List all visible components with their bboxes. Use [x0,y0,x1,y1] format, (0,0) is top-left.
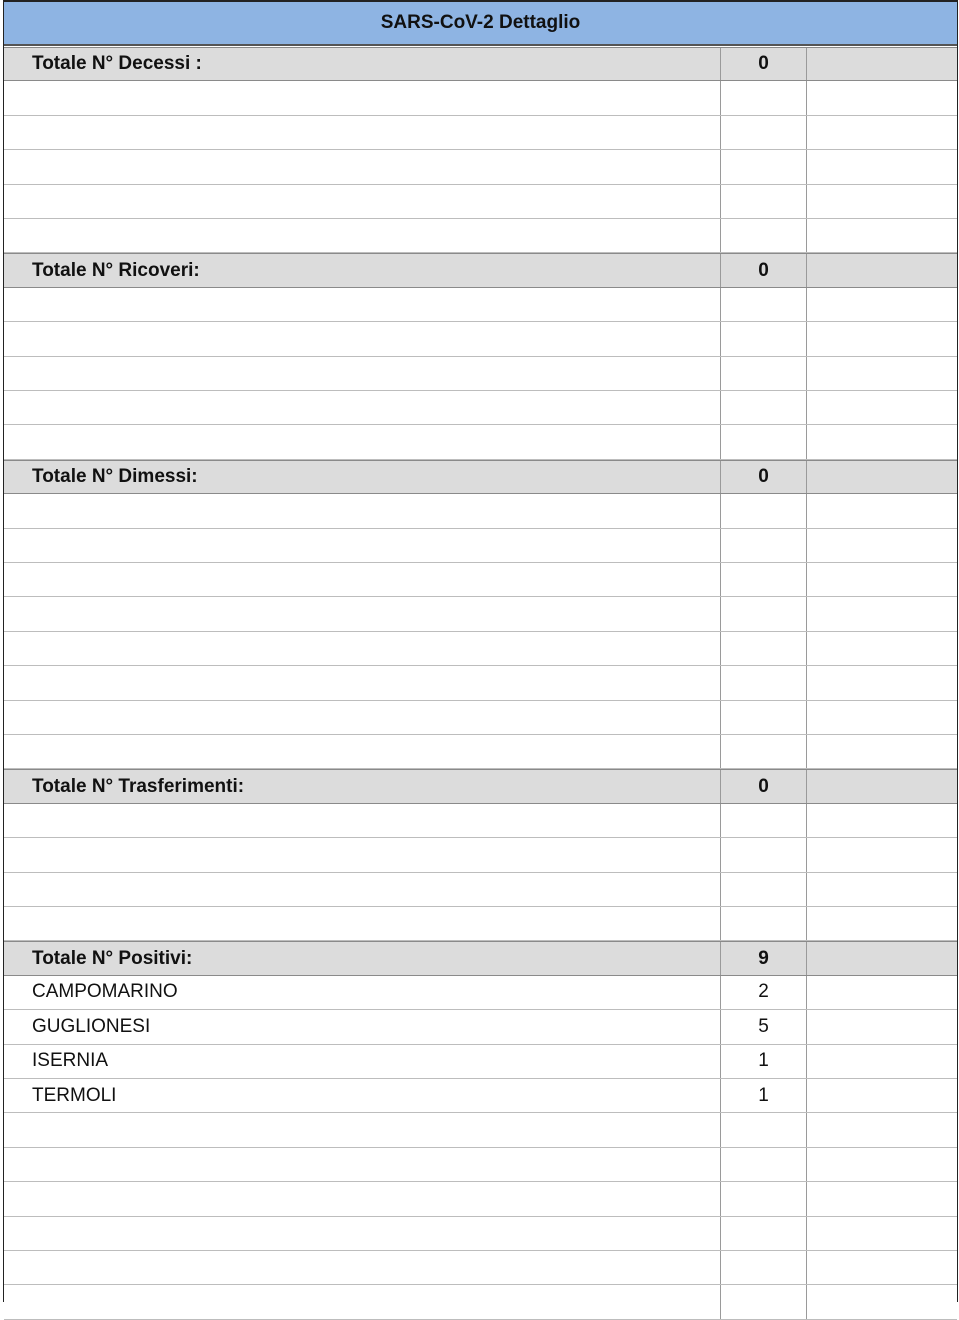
empty-row [4,804,957,838]
empty-cell [807,804,957,837]
section-header-row [4,769,957,803]
row-value [721,632,807,665]
section-total: 9 [721,942,807,974]
row-label [4,357,721,390]
empty-row [4,701,957,735]
empty-row [4,391,957,425]
spreadsheet-page [3,0,958,1302]
empty-row [4,357,957,391]
empty-row [4,322,957,356]
row-value [721,838,807,871]
empty-cell [807,976,957,1009]
row-label: CAMPOMARINO [4,976,721,1009]
empty-cell [807,666,957,699]
row-value [721,907,807,940]
empty-cell [807,873,957,906]
empty-row [4,632,957,666]
table-row [4,1045,957,1079]
row-label [4,735,721,768]
row-value [721,81,807,114]
row-label [4,1113,721,1146]
empty-cell [807,357,957,390]
empty-cell [807,461,957,493]
empty-cell [807,907,957,940]
empty-cell [807,494,957,527]
row-value [721,1285,807,1318]
row-value: 5 [721,1010,807,1043]
row-value [721,1251,807,1284]
empty-row [4,1113,957,1147]
empty-row [4,494,957,528]
empty-row [4,597,957,631]
row-value [721,701,807,734]
empty-cell [807,632,957,665]
empty-row [4,219,957,253]
section-label: Totale N° Ricoveri: [4,254,721,286]
row-value: 1 [721,1045,807,1078]
row-value [721,735,807,768]
row-label [4,288,721,321]
row-label [4,1182,721,1215]
empty-cell [807,563,957,596]
empty-row [4,185,957,219]
table-row [4,1079,957,1113]
empty-cell [807,1251,957,1284]
row-label [4,116,721,149]
row-value [721,1113,807,1146]
row-label [4,873,721,906]
row-label [4,804,721,837]
empty-row [4,1217,957,1251]
row-value [721,666,807,699]
empty-row [4,1285,957,1319]
row-label: GUGLIONESI [4,1010,721,1043]
empty-cell [807,942,957,974]
row-label [4,391,721,424]
row-value [721,288,807,321]
sheet-title: SARS-CoV-2 Dettaglio [4,0,957,46]
row-value [721,391,807,424]
empty-row [4,81,957,115]
empty-cell [807,597,957,630]
row-label [4,1251,721,1284]
row-label [4,150,721,183]
row-value [721,150,807,183]
row-label [4,494,721,527]
row-label [4,563,721,596]
empty-row [4,735,957,769]
empty-cell [807,288,957,321]
empty-cell [807,1217,957,1250]
row-value [721,563,807,596]
empty-cell [807,529,957,562]
section-label: Totale N° Decessi : [4,48,721,80]
empty-cell [807,1182,957,1215]
empty-row [4,907,957,941]
empty-cell [807,838,957,871]
empty-row [4,529,957,563]
empty-cell [807,735,957,768]
row-label [4,632,721,665]
row-label [4,81,721,114]
empty-row [4,1182,957,1216]
empty-cell [807,1045,957,1078]
table-row [4,976,957,1010]
row-value [721,322,807,355]
section-total: 0 [721,254,807,286]
row-value [721,425,807,458]
row-value [721,804,807,837]
row-label [4,907,721,940]
row-value [721,357,807,390]
row-label [4,666,721,699]
section-header-row [4,941,957,975]
section-label: Totale N° Dimessi: [4,461,721,493]
table-row [4,1010,957,1044]
empty-row [4,425,957,459]
row-value [721,185,807,218]
row-value [721,873,807,906]
empty-row [4,116,957,150]
row-label [4,219,721,252]
row-label: ISERNIA [4,1045,721,1078]
empty-row [4,1148,957,1182]
empty-cell [807,770,957,802]
row-label [4,425,721,458]
row-label [4,1148,721,1181]
row-value [721,1182,807,1215]
row-value: 2 [721,976,807,1009]
section-label: Totale N° Positivi: [4,942,721,974]
row-label: TERMOLI [4,1079,721,1112]
empty-cell [807,81,957,114]
empty-cell [807,48,957,80]
empty-cell [807,254,957,286]
row-label [4,1285,721,1318]
empty-cell [807,1113,957,1146]
empty-cell [807,116,957,149]
section-total: 0 [721,48,807,80]
empty-cell [807,1285,957,1318]
row-label [4,597,721,630]
row-value [721,116,807,149]
empty-cell [807,701,957,734]
row-label [4,701,721,734]
section-header-row [4,460,957,494]
section-header-row [4,253,957,287]
empty-cell [807,219,957,252]
empty-row [4,1251,957,1285]
empty-row [4,150,957,184]
empty-cell [807,185,957,218]
empty-cell [807,1148,957,1181]
section-total: 0 [721,461,807,493]
empty-row [4,873,957,907]
row-label [4,529,721,562]
row-value [721,597,807,630]
row-value [721,529,807,562]
section-total: 0 [721,770,807,802]
empty-row [4,666,957,700]
empty-cell [807,1079,957,1112]
empty-row [4,563,957,597]
empty-row [4,288,957,322]
empty-cell [807,425,957,458]
row-value [721,1148,807,1181]
empty-cell [807,150,957,183]
empty-cell [807,391,957,424]
row-label [4,322,721,355]
row-label [4,1217,721,1250]
empty-cell [807,322,957,355]
empty-cell [807,1010,957,1043]
empty-row [4,838,957,872]
section-header-row [4,47,957,81]
section-label: Totale N° Trasferimenti: [4,770,721,802]
row-value: 1 [721,1079,807,1112]
row-label [4,185,721,218]
row-value [721,494,807,527]
row-label [4,838,721,871]
row-value [721,219,807,252]
row-value [721,1217,807,1250]
